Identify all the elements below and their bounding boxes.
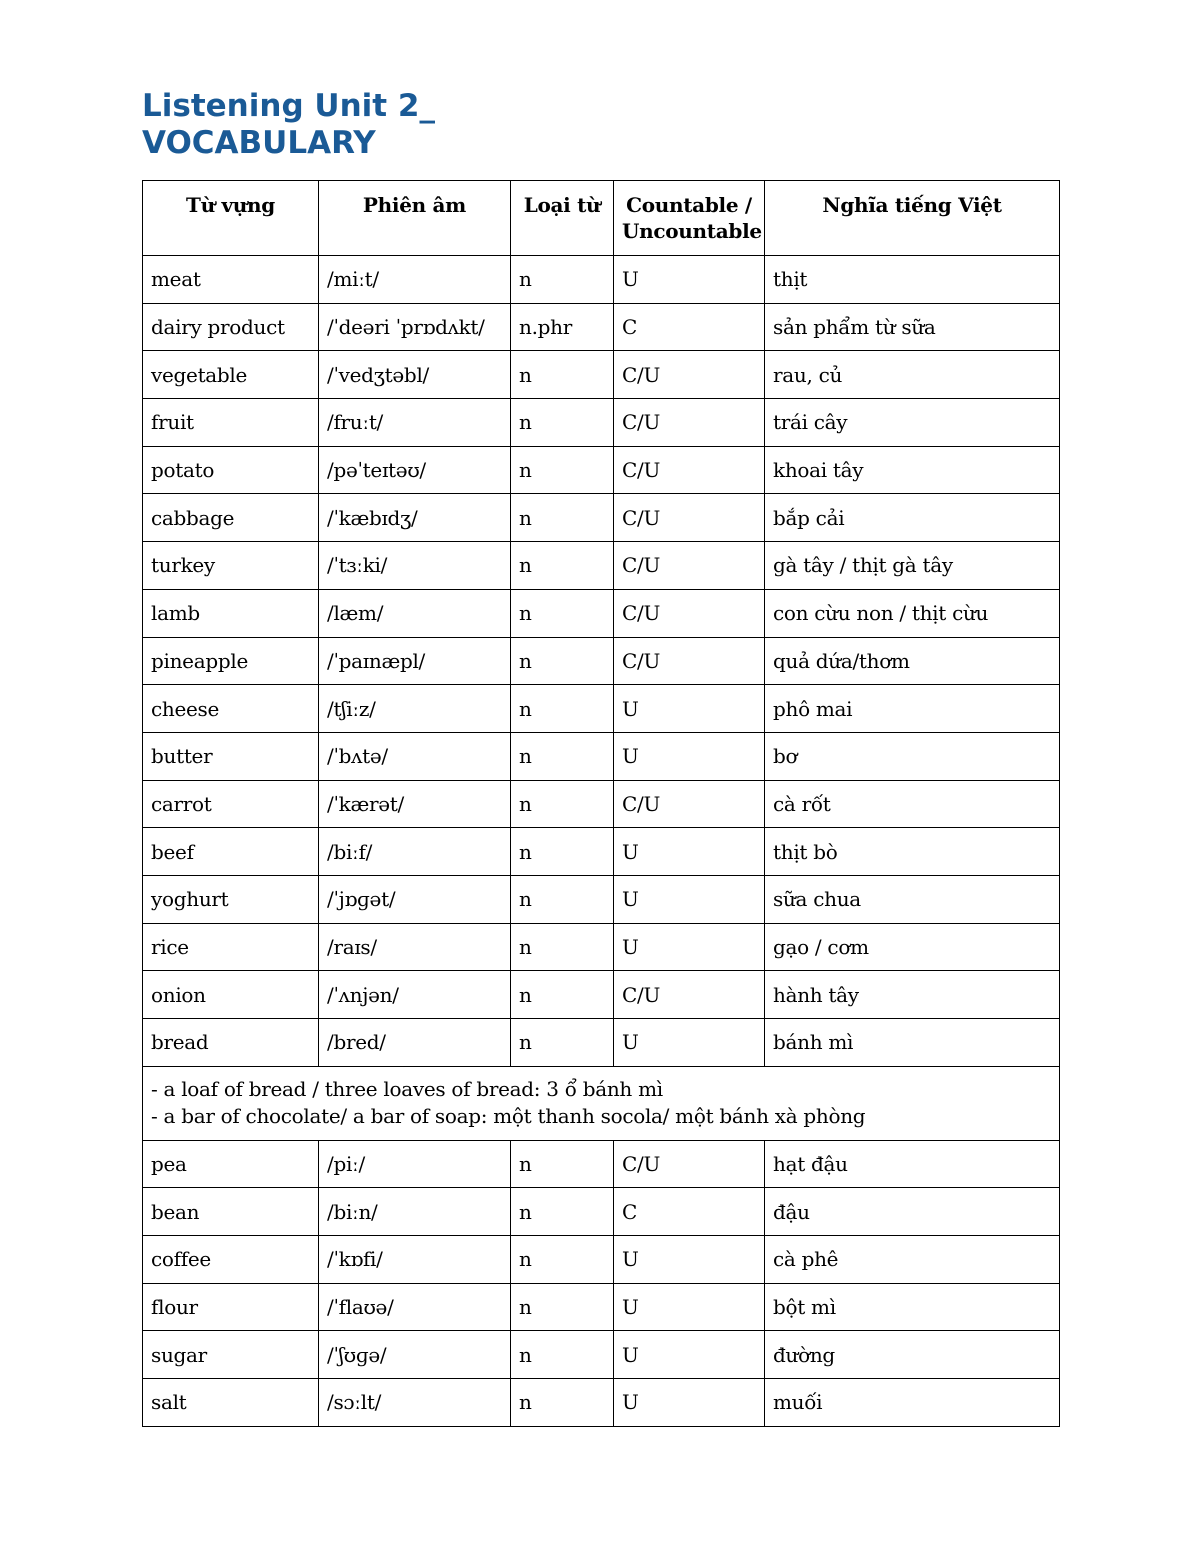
cell-phonetic: /raɪs/ xyxy=(319,923,511,971)
cell-word: bread xyxy=(143,1019,319,1067)
cell-countable: C/U xyxy=(614,971,765,1019)
cell-phonetic: /sɔːlt/ xyxy=(319,1379,511,1427)
cell-meaning: phô mai xyxy=(765,685,1060,733)
table-row xyxy=(143,1019,1060,1067)
cell-word-type: n xyxy=(511,256,614,304)
cell-meaning: quả dứa/thơm xyxy=(765,637,1060,685)
cell-meaning: trái cây xyxy=(765,399,1060,447)
cell-meaning: gạo / cơm xyxy=(765,923,1060,971)
cell-phonetic: /ˈtɜːki/ xyxy=(319,542,511,590)
cell-word-type: n xyxy=(511,923,614,971)
cell-phonetic: /ˈpaɪnæpl/ xyxy=(319,637,511,685)
header-word-type: Loại từ xyxy=(511,181,614,256)
cell-countable: C/U xyxy=(614,399,765,447)
note-row xyxy=(143,1066,1060,1140)
table-row xyxy=(143,828,1060,876)
cell-meaning: thịt bò xyxy=(765,828,1060,876)
table-row xyxy=(143,446,1060,494)
title-line-2: VOCABULARY xyxy=(142,125,376,161)
cell-countable: U xyxy=(614,923,765,971)
cell-word-type: n xyxy=(511,875,614,923)
cell-word: lamb xyxy=(143,589,319,637)
cell-meaning: gà tây / thịt gà tây xyxy=(765,542,1060,590)
page-title xyxy=(142,88,842,162)
cell-word-type: n xyxy=(511,1188,614,1236)
table-row xyxy=(143,971,1060,1019)
cell-word-type: n.phr xyxy=(511,303,614,351)
cell-phonetic: /ˈvedʒtəbl/ xyxy=(319,351,511,399)
cell-phonetic: /pəˈteɪtəʊ/ xyxy=(319,446,511,494)
cell-phonetic: /miːt/ xyxy=(319,256,511,304)
cell-countable: U xyxy=(614,685,765,733)
title-line-1: Listening Unit 2_ xyxy=(142,88,435,124)
cell-countable: U xyxy=(614,256,765,304)
cell-meaning: bột mì xyxy=(765,1283,1060,1331)
note-line-1: - a loaf of bread / three loaves of bread: 3 ổ bánh mì xyxy=(151,1077,663,1102)
table-row xyxy=(143,303,1060,351)
table-row xyxy=(143,494,1060,542)
cell-word: yoghurt xyxy=(143,875,319,923)
cell-word: pineapple xyxy=(143,637,319,685)
cell-word-type: n xyxy=(511,685,614,733)
table-note-section xyxy=(143,1066,1060,1140)
cell-countable: U xyxy=(614,1283,765,1331)
table-row xyxy=(143,637,1060,685)
cell-word-type: n xyxy=(511,1019,614,1067)
cell-countable: U xyxy=(614,1019,765,1067)
cell-meaning: cà rốt xyxy=(765,780,1060,828)
cell-meaning: hạt đậu xyxy=(765,1140,1060,1188)
header-countable: Countable / Uncountable xyxy=(614,181,765,256)
cell-phonetic: /fruːt/ xyxy=(319,399,511,447)
cell-word: beef xyxy=(143,828,319,876)
cell-word-type: n xyxy=(511,542,614,590)
cell-word-type: n xyxy=(511,399,614,447)
cell-phonetic: /ˈkærət/ xyxy=(319,780,511,828)
header-meaning: Nghĩa tiếng Việt xyxy=(765,181,1060,256)
cell-meaning: bánh mì xyxy=(765,1019,1060,1067)
cell-countable: C/U xyxy=(614,780,765,828)
cell-countable: C xyxy=(614,1188,765,1236)
table-row xyxy=(143,351,1060,399)
cell-meaning: sản phẩm từ sữa xyxy=(765,303,1060,351)
cell-word-type: n xyxy=(511,637,614,685)
cell-countable: C/U xyxy=(614,351,765,399)
cell-phonetic: /ˈdeəri ˈprɒdʌkt/ xyxy=(319,303,511,351)
cell-phonetic: /biːn/ xyxy=(319,1188,511,1236)
cell-word-type: n xyxy=(511,351,614,399)
table-row xyxy=(143,589,1060,637)
cell-countable: C/U xyxy=(614,1140,765,1188)
table-row xyxy=(143,256,1060,304)
cell-word-type: n xyxy=(511,1331,614,1379)
table-row xyxy=(143,1188,1060,1236)
cell-meaning: thịt xyxy=(765,256,1060,304)
table-row xyxy=(143,1140,1060,1188)
cell-countable: C/U xyxy=(614,494,765,542)
cell-word: vegetable xyxy=(143,351,319,399)
cell-word: pea xyxy=(143,1140,319,1188)
cell-word: meat xyxy=(143,256,319,304)
cell-phonetic: /bred/ xyxy=(319,1019,511,1067)
header-phonetic: Phiên âm xyxy=(319,181,511,256)
cell-phonetic: /tʃiːz/ xyxy=(319,685,511,733)
cell-word: dairy product xyxy=(143,303,319,351)
note-line-2: - a bar of chocolate/ a bar of soap: một thanh socola/ một bánh xà phòng xyxy=(151,1104,866,1129)
cell-meaning: bơ xyxy=(765,732,1060,780)
cell-meaning: muối xyxy=(765,1379,1060,1427)
cell-word-type: n xyxy=(511,494,614,542)
cell-meaning: con cừu non / thịt cừu xyxy=(765,589,1060,637)
cell-word: potato xyxy=(143,446,319,494)
cell-word-type: n xyxy=(511,1379,614,1427)
cell-word: cabbage xyxy=(143,494,319,542)
cell-countable: U xyxy=(614,1236,765,1284)
cell-meaning: bắp cải xyxy=(765,494,1060,542)
cell-countable: U xyxy=(614,732,765,780)
header-word: Từ vựng xyxy=(143,181,319,256)
cell-meaning: sữa chua xyxy=(765,875,1060,923)
cell-phonetic: /ˈkɒfi/ xyxy=(319,1236,511,1284)
cell-word: flour xyxy=(143,1283,319,1331)
cell-phonetic: /ˈʌnjən/ xyxy=(319,971,511,1019)
cell-word-type: n xyxy=(511,780,614,828)
table-header-row xyxy=(143,181,1060,256)
cell-countable: C/U xyxy=(614,589,765,637)
table-row xyxy=(143,1379,1060,1427)
cell-countable: U xyxy=(614,1379,765,1427)
cell-word: onion xyxy=(143,971,319,1019)
cell-phonetic: /ˈkæbɪdʒ/ xyxy=(319,494,511,542)
table-row xyxy=(143,780,1060,828)
cell-phonetic: /biːf/ xyxy=(319,828,511,876)
cell-countable: U xyxy=(614,875,765,923)
cell-word-type: n xyxy=(511,828,614,876)
table-row xyxy=(143,875,1060,923)
cell-word-type: n xyxy=(511,589,614,637)
cell-meaning: khoai tây xyxy=(765,446,1060,494)
cell-word: bean xyxy=(143,1188,319,1236)
cell-meaning: hành tây xyxy=(765,971,1060,1019)
table-row xyxy=(143,1283,1060,1331)
table-row xyxy=(143,923,1060,971)
table-row xyxy=(143,542,1060,590)
cell-meaning: rau, củ xyxy=(765,351,1060,399)
cell-word: carrot xyxy=(143,780,319,828)
cell-word: fruit xyxy=(143,399,319,447)
note-cell xyxy=(143,1066,1060,1140)
vocabulary-table xyxy=(142,180,1060,1427)
cell-countable: U xyxy=(614,1331,765,1379)
cell-countable: C/U xyxy=(614,542,765,590)
cell-word: coffee xyxy=(143,1236,319,1284)
cell-word: cheese xyxy=(143,685,319,733)
cell-countable: U xyxy=(614,828,765,876)
cell-meaning: đường xyxy=(765,1331,1060,1379)
cell-word: salt xyxy=(143,1379,319,1427)
cell-word: sugar xyxy=(143,1331,319,1379)
cell-word: butter xyxy=(143,732,319,780)
cell-phonetic: /ˈflaʊə/ xyxy=(319,1283,511,1331)
cell-phonetic: /læm/ xyxy=(319,589,511,637)
cell-phonetic: /ˈʃʊɡə/ xyxy=(319,1331,511,1379)
cell-countable: C xyxy=(614,303,765,351)
table-row xyxy=(143,732,1060,780)
cell-phonetic: /ˈjɒɡət/ xyxy=(319,875,511,923)
cell-word-type: n xyxy=(511,971,614,1019)
cell-meaning: cà phê xyxy=(765,1236,1060,1284)
table-body-part2 xyxy=(143,1140,1060,1426)
cell-countable: C/U xyxy=(614,637,765,685)
cell-word: turkey xyxy=(143,542,319,590)
cell-countable: C/U xyxy=(614,446,765,494)
cell-word-type: n xyxy=(511,1236,614,1284)
cell-phonetic: /ˈbʌtə/ xyxy=(319,732,511,780)
table-row xyxy=(143,1236,1060,1284)
cell-word-type: n xyxy=(511,1283,614,1331)
cell-word-type: n xyxy=(511,1140,614,1188)
cell-word-type: n xyxy=(511,732,614,780)
table-row xyxy=(143,399,1060,447)
table-body-part1 xyxy=(143,256,1060,1067)
cell-meaning: đậu xyxy=(765,1188,1060,1236)
cell-word-type: n xyxy=(511,446,614,494)
table-row xyxy=(143,685,1060,733)
table-row xyxy=(143,1331,1060,1379)
cell-phonetic: /piː/ xyxy=(319,1140,511,1188)
cell-word: rice xyxy=(143,923,319,971)
